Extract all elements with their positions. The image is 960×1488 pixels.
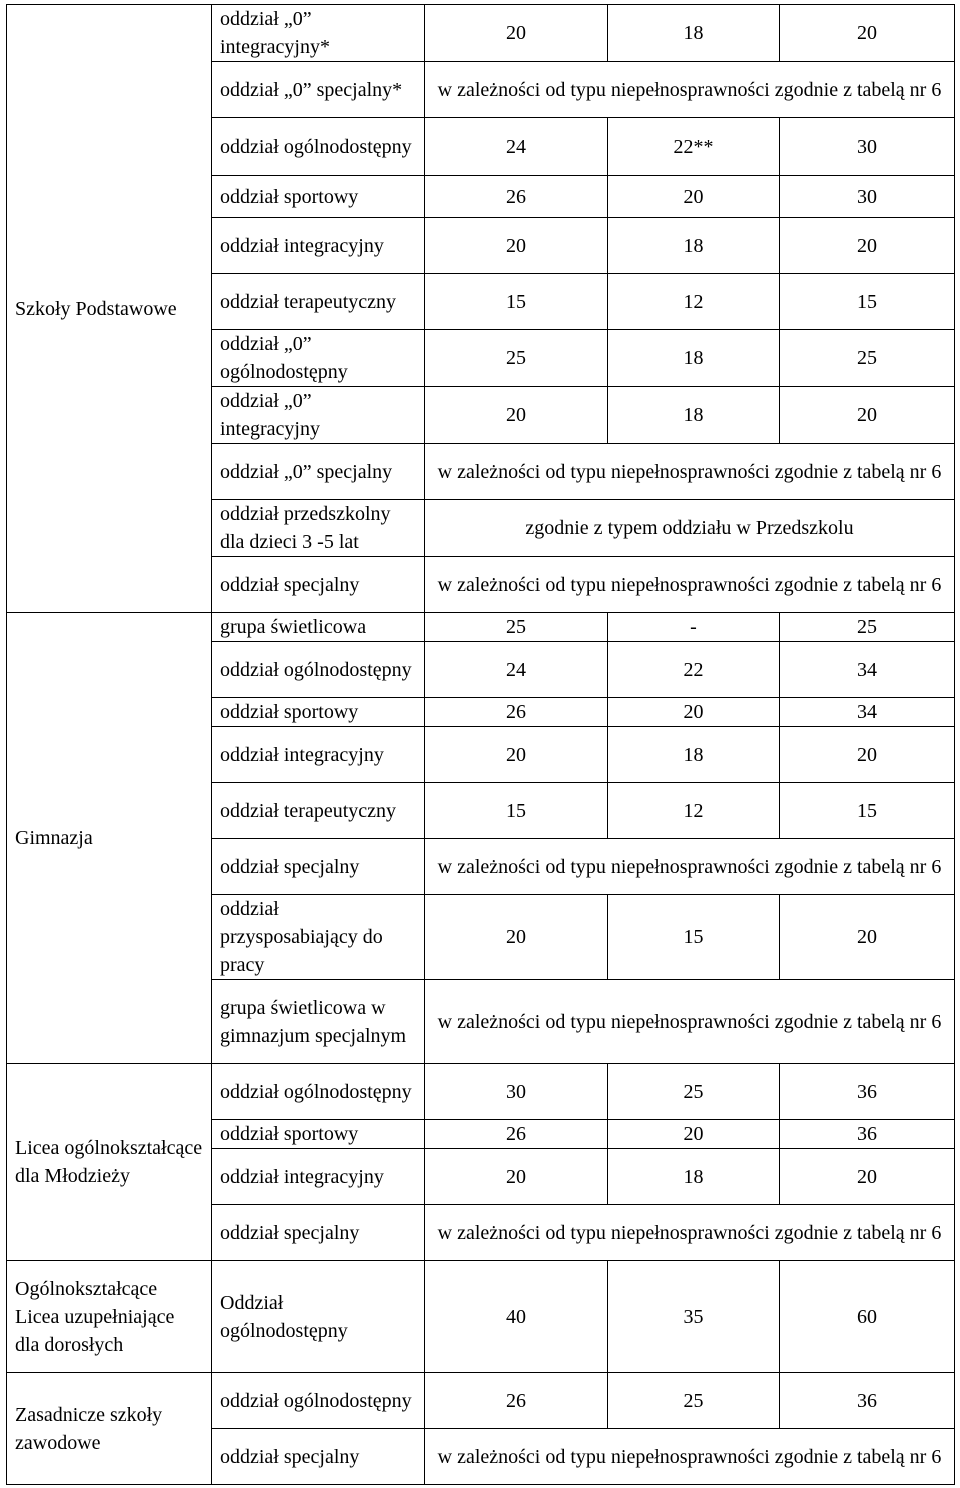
table-row [7,1261,955,1373]
value-cell: 26 [425,698,608,727]
unit-type-cell: oddział przedszkolny dla dzieci 3 -5 lat [212,500,425,557]
unit-type-cell: Oddział ogólnodostępny [212,1261,425,1373]
value-cell: 36 [780,1120,955,1149]
value-cell: 24 [425,642,608,698]
table-row [7,1373,955,1429]
note-cell: zgodnie z typem oddziału w Przedszkolu [425,500,955,557]
value-cell: 22 [608,642,780,698]
unit-type-cell: oddział ogólnodostępny [212,1373,425,1429]
value-cell: 25 [608,1064,780,1120]
value-cell: 60 [780,1261,955,1373]
unit-type-cell: oddział ogólnodostępny [212,642,425,698]
note-cell: w zależności od typu niepełnosprawności zgodnie z tabelą nr 6 [425,980,955,1064]
value-cell: 20 [425,1149,608,1205]
note-cell: w zależności od typu niepełnosprawności zgodnie z tabelą nr 6 [425,444,955,500]
value-cell: 20 [608,176,780,218]
value-cell: 18 [608,387,780,444]
value-cell: - [608,613,780,642]
value-cell: 36 [780,1064,955,1120]
unit-type-cell: oddział „0” specjalny* [212,62,425,118]
unit-type-cell: oddział przysposabiający do pracy [212,895,425,980]
school-type-cell: Gimnazja [7,613,212,1064]
value-cell: 15 [780,274,955,330]
value-cell: 20 [425,387,608,444]
value-cell: 20 [425,5,608,62]
unit-type-cell: oddział „0” integracyjny [212,387,425,444]
value-cell: 12 [608,274,780,330]
value-cell: 26 [425,1373,608,1429]
value-cell: 15 [425,783,608,839]
value-cell: 24 [425,118,608,176]
value-cell: 20 [780,727,955,783]
value-cell: 35 [608,1261,780,1373]
unit-type-cell: oddział „0” integracyjny* [212,5,425,62]
value-cell: 30 [780,118,955,176]
value-cell: 25 [608,1373,780,1429]
note-cell: w zależności od typu niepełnosprawności zgodnie z tabelą nr 6 [425,1205,955,1261]
unit-type-cell: oddział ogólnodostępny [212,118,425,176]
value-cell: 30 [780,176,955,218]
value-cell: 34 [780,698,955,727]
note-cell: w zależności od typu niepełnosprawności zgodnie z tabelą nr 6 [425,557,955,613]
school-type-cell: Zasadnicze szkoły zawodowe [7,1373,212,1485]
value-cell: 15 [780,783,955,839]
unit-type-cell: grupa świetlicowa [212,613,425,642]
value-cell: 20 [608,698,780,727]
unit-type-cell: oddział specjalny [212,557,425,613]
value-cell: 12 [608,783,780,839]
value-cell: 40 [425,1261,608,1373]
value-cell: 25 [425,330,608,387]
class-size-table [6,4,955,1485]
note-cell: w zależności od typu niepełnosprawności zgodnie z tabelą nr 6 [425,839,955,895]
value-cell: 18 [608,330,780,387]
value-cell: 36 [780,1373,955,1429]
value-cell: 20 [780,895,955,980]
unit-type-cell: oddział ogólnodostępny [212,1064,425,1120]
school-type-cell: Szkoły Podstawowe [7,5,212,613]
value-cell: 15 [425,274,608,330]
value-cell: 20 [425,895,608,980]
table-row [7,1064,955,1120]
school-type-cell: Licea ogólnokształcące dla Młodzieży [7,1064,212,1261]
unit-type-cell: oddział specjalny [212,839,425,895]
value-cell: 22** [608,118,780,176]
value-cell: 20 [780,387,955,444]
unit-type-cell: oddział integracyjny [212,218,425,274]
table-row [7,613,955,642]
note-cell: w zależności od typu niepełnosprawności zgodnie z tabelą nr 6 [425,62,955,118]
value-cell: 20 [608,1120,780,1149]
value-cell: 26 [425,176,608,218]
unit-type-cell: oddział specjalny [212,1205,425,1261]
value-cell: 26 [425,1120,608,1149]
unit-type-cell: oddział integracyjny [212,727,425,783]
unit-type-cell: oddział terapeutyczny [212,783,425,839]
value-cell: 20 [425,727,608,783]
unit-type-cell: oddział „0” specjalny [212,444,425,500]
value-cell: 20 [780,218,955,274]
school-type-cell: Ogólnokształcące Licea uzupełniające dla dorosłych [7,1261,212,1373]
unit-type-cell: oddział sportowy [212,1120,425,1149]
unit-type-cell: oddział integracyjny [212,1149,425,1205]
value-cell: 20 [780,1149,955,1205]
unit-type-cell: oddział specjalny [212,1429,425,1485]
value-cell: 30 [425,1064,608,1120]
value-cell: 25 [780,330,955,387]
value-cell: 18 [608,1149,780,1205]
value-cell: 18 [608,5,780,62]
unit-type-cell: oddział sportowy [212,698,425,727]
value-cell: 20 [425,218,608,274]
unit-type-cell: grupa świetlicowa w gimnazjum specjalnym [212,980,425,1064]
value-cell: 18 [608,218,780,274]
unit-type-cell: oddział „0” ogólnodostępny [212,330,425,387]
value-cell: 15 [608,895,780,980]
value-cell: 34 [780,642,955,698]
note-cell: w zależności od typu niepełnosprawności zgodnie z tabelą nr 6 [425,1429,955,1485]
table-row [7,5,955,62]
value-cell: 25 [780,613,955,642]
value-cell: 18 [608,727,780,783]
unit-type-cell: oddział sportowy [212,176,425,218]
unit-type-cell: oddział terapeutyczny [212,274,425,330]
value-cell: 20 [780,5,955,62]
value-cell: 25 [425,613,608,642]
